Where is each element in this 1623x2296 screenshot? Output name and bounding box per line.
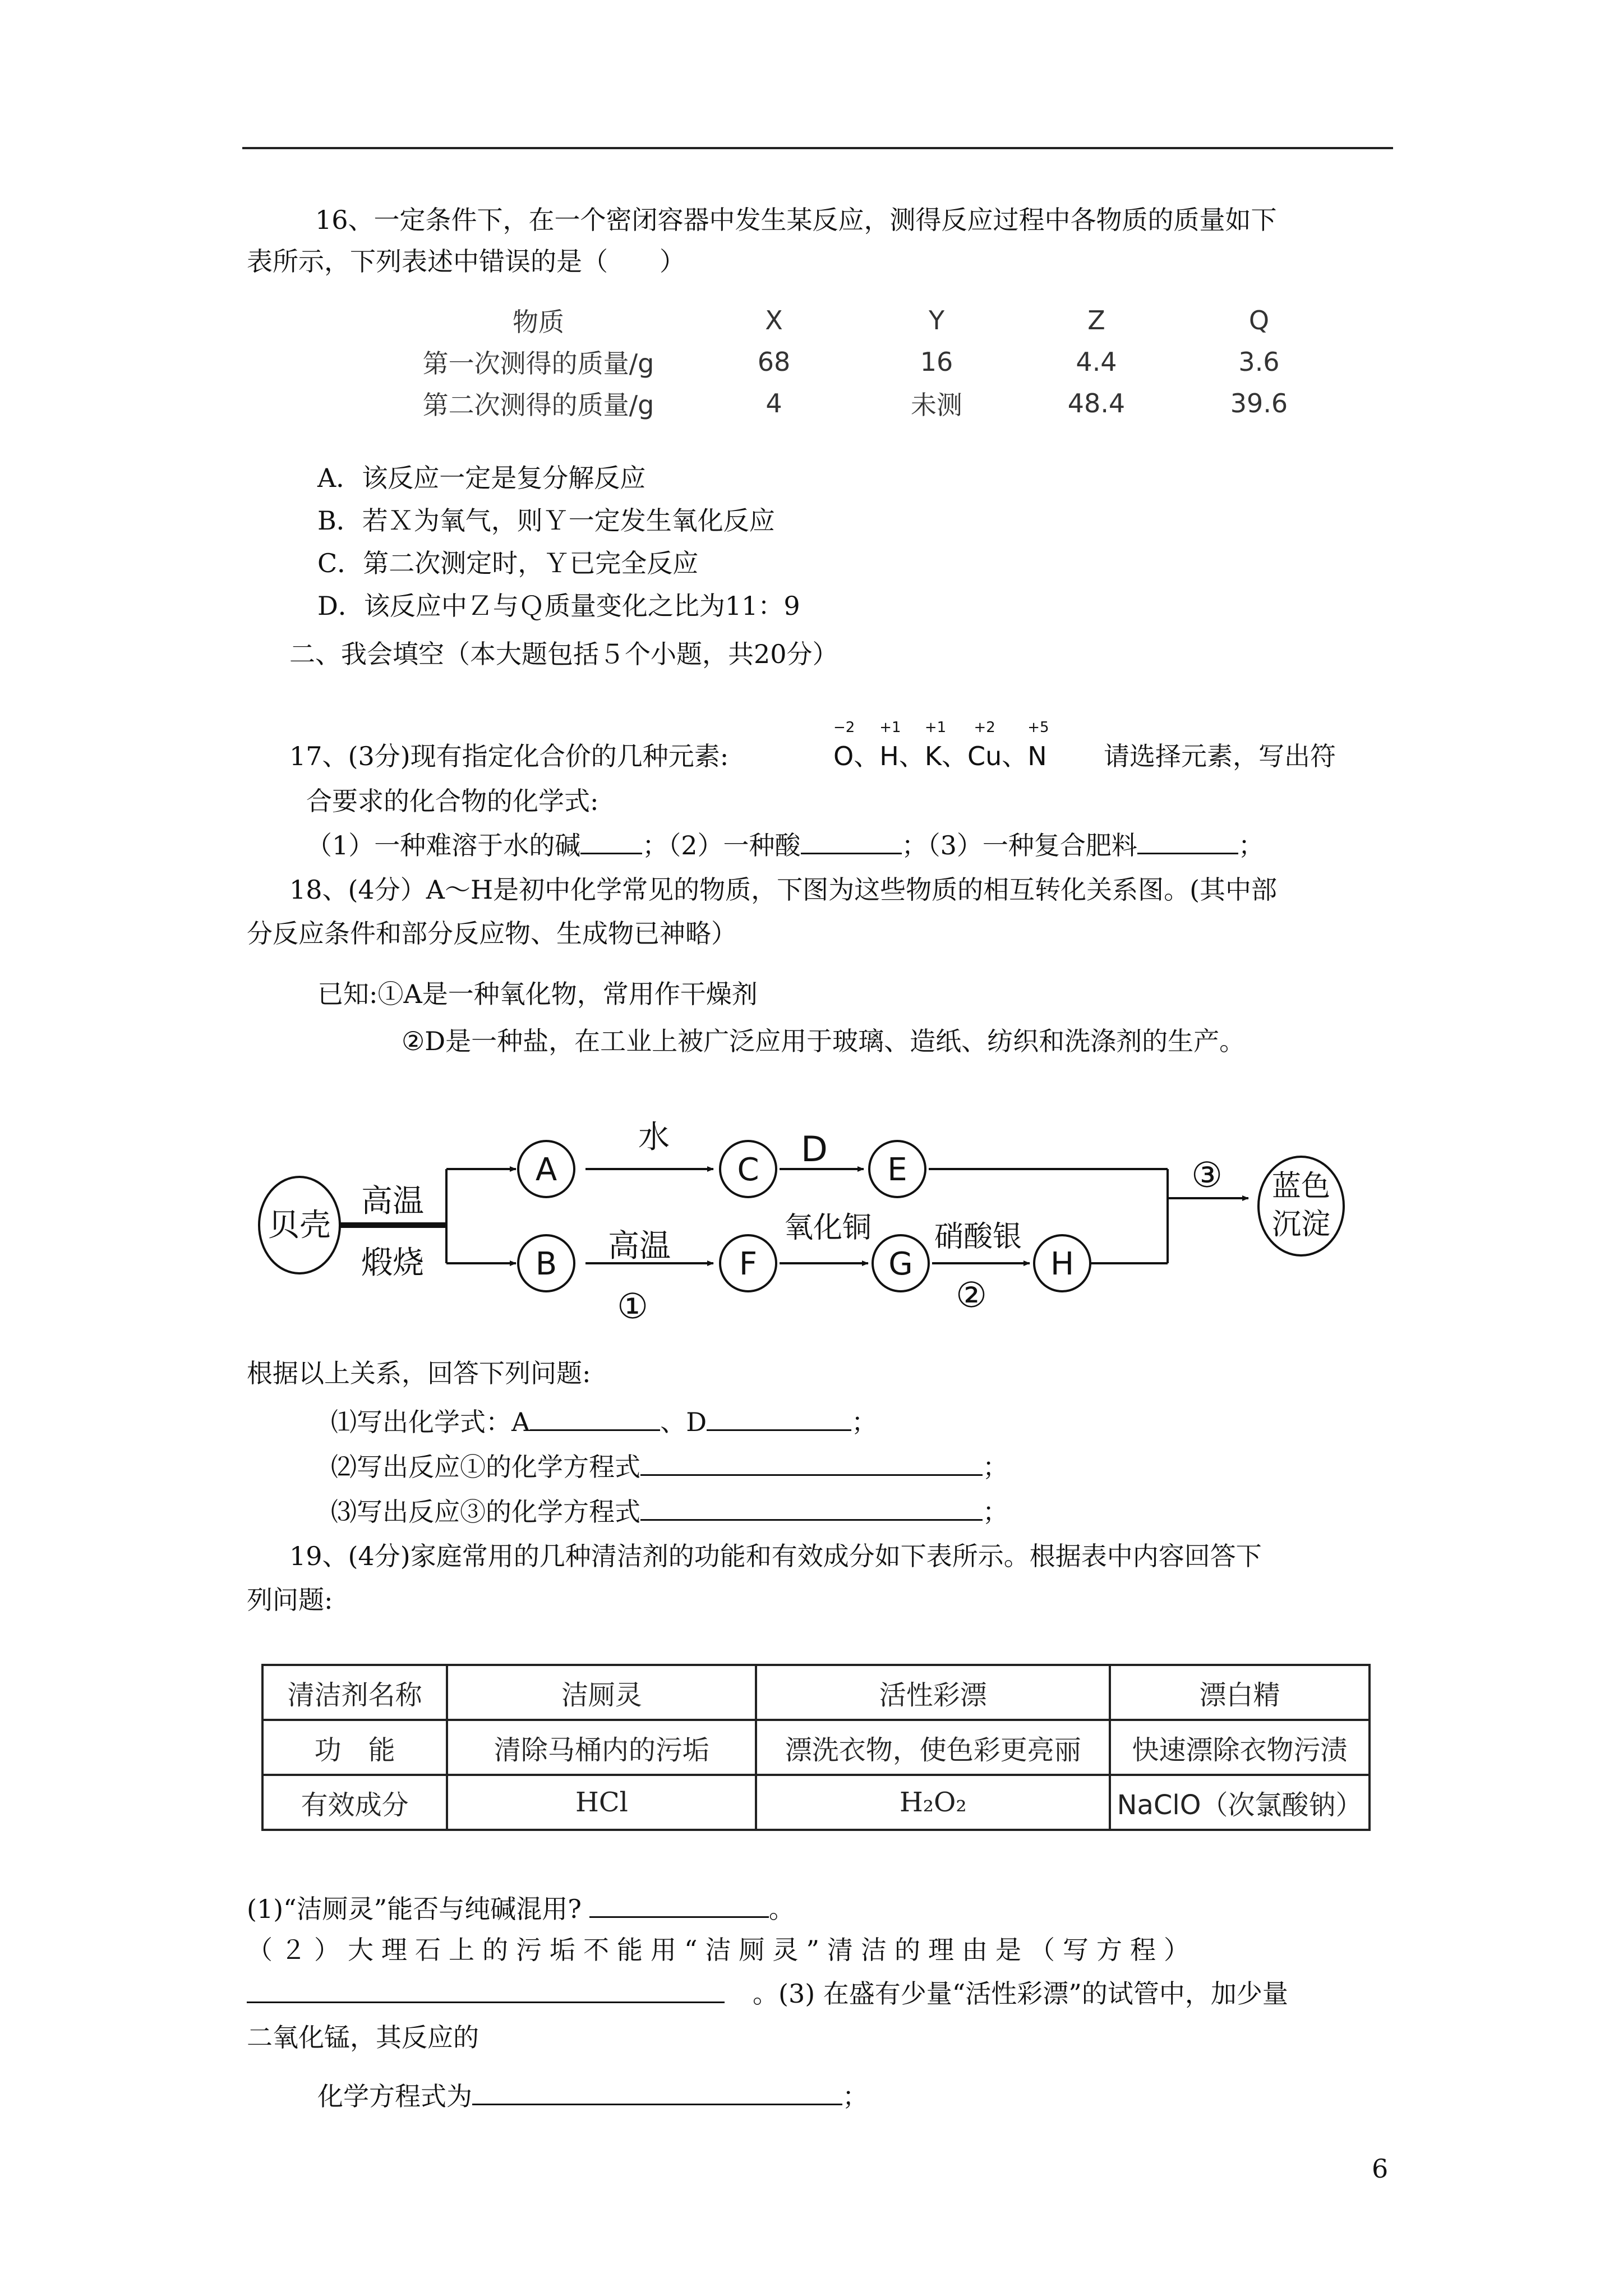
table-cell: 3.6 — [1238, 347, 1280, 377]
q18-known1: 已知:①A是一种氧化物，常用作干燥剂 — [317, 979, 758, 1009]
label-reaction-3: ③ — [1191, 1154, 1223, 1195]
table-cell: 第二次测得的质量/g — [422, 390, 654, 420]
page-number: 6 — [1372, 2154, 1389, 2184]
table-cell: 第一次测得的质量/g — [422, 348, 654, 379]
element-cu: +2 Cu — [967, 719, 1002, 771]
svg-text:H: H — [1050, 1246, 1075, 1282]
q16-option-a: A．该反应一定是复分解反应 — [317, 463, 646, 493]
q16-stem-line1: 16、一定条件下，在一个密闭容器中发生某反应，测得反应过程中各物质的质量如下 — [315, 205, 1277, 235]
table-cell: HCl — [447, 1775, 756, 1830]
table-cell: 清除马桶内的污垢 — [447, 1720, 756, 1775]
answer-blank[interactable] — [472, 2079, 842, 2105]
q16-option-c: C．第二次测定时，Ｙ已完全反应 — [317, 548, 699, 578]
table-cell: 活性彩漂 — [756, 1665, 1110, 1720]
table-cell: 快速漂除衣物污渍 — [1110, 1720, 1370, 1775]
q19-sub3-line3: 化学方程式为 ； — [317, 2079, 868, 2113]
q19-sub3-a: 。(3) 在盛有少量“活性彩漂”的试管中，加少量 — [753, 1978, 1288, 2009]
svg-text:A: A — [535, 1152, 557, 1188]
answer-blank[interactable] — [640, 1494, 983, 1521]
q18-stem-line2: 分反应条件和部分反应物、生成物已神略） — [247, 918, 737, 949]
node-shell-label: 贝壳 — [268, 1207, 331, 1244]
q19-sub2-line: （２）大理石上的污垢不能用“洁厕灵”清洁的理由是（写方程） — [247, 1935, 1198, 1965]
q19-sub3-line2: 二氧化锰，其反应的 — [247, 2022, 479, 2053]
answer-blank[interactable] — [640, 1450, 983, 1476]
q18-stem-line1: 18、(4分）A～H是初中化学常见的物质，下图为这些物质的相互转化关系图。(其中部 — [289, 875, 1278, 905]
table-cell: 16 — [920, 347, 953, 377]
table-cell: 有效成分 — [262, 1775, 447, 1830]
svg-text:沉淀: 沉淀 — [1271, 1208, 1331, 1241]
q18-sub1: ⑴写出化学式：A 、D ； — [331, 1405, 877, 1439]
table-cell: 物质 — [513, 307, 564, 337]
cond-calcine: 煅烧 — [361, 1245, 424, 1281]
q19-sub1: (1)“洁厕灵”能否与纯碱混用? 。 — [247, 1892, 795, 1926]
q16-option-d: D．该反应中Ｚ与Ｑ质量变化之比为11：9 — [317, 591, 800, 621]
svg-text:C: C — [737, 1152, 759, 1188]
table-cell: 漂洗衣物，使色彩更亮丽 — [756, 1720, 1110, 1775]
q16-stem-line2: 表所示，下列表述中错误的是（ ） — [247, 246, 685, 277]
q18-intro: 根据以上关系，回答下列问题: — [247, 1358, 591, 1388]
answer-blank[interactable] — [589, 1892, 769, 1918]
table-cell: 48.4 — [1067, 388, 1126, 418]
table-cell: 洁厕灵 — [447, 1665, 756, 1720]
table-row — [262, 1775, 1370, 1830]
table-cell: Y — [928, 305, 945, 335]
table-cell: 漂白精 — [1110, 1665, 1370, 1720]
table-cell: 39.6 — [1230, 388, 1288, 418]
answer-blank[interactable] — [530, 1405, 660, 1431]
table-cell: NaClO（次氯酸钠） — [1110, 1775, 1370, 1830]
table-cell: 4 — [766, 388, 782, 418]
svg-text:E: E — [887, 1152, 907, 1188]
q19-stem-line2: 列问题: — [247, 1585, 333, 1615]
q17-elements: −2 O、 +1 H、 +1 K、 +2 Cu、 +5 N — [833, 739, 1047, 773]
table-cell: Z — [1087, 305, 1105, 335]
table-cell: 4.4 — [1076, 347, 1117, 377]
q17-fill-line: （1）一种难溶于水的碱 ；（2）一种酸 ；（3）一种复合肥料 ； — [306, 828, 1264, 862]
q18-sub2: ⑵写出反应①的化学方程式 ； — [331, 1450, 1008, 1484]
table-cell: 未测 — [911, 390, 962, 420]
element-n: +5 N — [1027, 719, 1049, 771]
table-cell: X — [765, 305, 783, 335]
q19-cleaner-table — [261, 1664, 1371, 1831]
table-row — [262, 1665, 1370, 1720]
table-cell: H₂O₂ — [756, 1775, 1110, 1830]
svg-text:B: B — [535, 1246, 557, 1282]
label-water: 水 — [638, 1119, 670, 1156]
table-cell: 清洁剂名称 — [262, 1665, 447, 1720]
table-cell: 68 — [757, 347, 791, 377]
svg-text:G: G — [888, 1246, 913, 1282]
table-cell: Q — [1248, 305, 1270, 335]
q17-stem-b: 请选择元素，写出符 — [1104, 741, 1336, 771]
cond-high-temp: 高温 — [361, 1183, 424, 1220]
answer-blank[interactable] — [247, 2001, 725, 2003]
label-high-temp: 高温 — [608, 1228, 671, 1264]
element-o: −2 O — [833, 719, 855, 771]
q17-stem-a: 17、(3分)现有指定化合价的几种元素: — [289, 741, 729, 771]
q17-stem-line2: 合要求的化合物的化学式: — [306, 786, 599, 816]
label-d: D — [801, 1129, 828, 1170]
label-reaction-1: ① — [617, 1286, 648, 1327]
section2-title: 二、我会填空（本大题包括５个小题，共20分） — [289, 639, 838, 669]
table-cell: 功 能 — [262, 1720, 447, 1775]
element-h: +1 H — [879, 719, 901, 771]
q19-stem-line1: 19、(4分)家庭常用的几种清洁剂的功能和有效成分如下表所示。根据表中内容回答下 — [289, 1541, 1262, 1571]
q18-known2: ②D是一种盐，在工业上被广泛应用于玻璃、造纸、纺织和洗涤剂的生产。 — [402, 1026, 1246, 1056]
svg-text:蓝色: 蓝色 — [1271, 1170, 1331, 1203]
q16-option-b: B．若Ｘ为氧气，则Ｙ一定发生氧化反应 — [317, 505, 775, 536]
label-reaction-2: ② — [956, 1274, 987, 1315]
answer-blank[interactable] — [707, 1405, 851, 1431]
element-k: +1 K — [924, 719, 947, 771]
label-silver-nitrate: 硝酸银 — [934, 1220, 1022, 1254]
q18-sub3: ⑶写出反应③的化学方程式 ； — [331, 1494, 1008, 1529]
table-row — [262, 1720, 1370, 1775]
svg-text:F: F — [739, 1246, 758, 1282]
label-copper-oxide: 氧化铜 — [783, 1211, 872, 1245]
